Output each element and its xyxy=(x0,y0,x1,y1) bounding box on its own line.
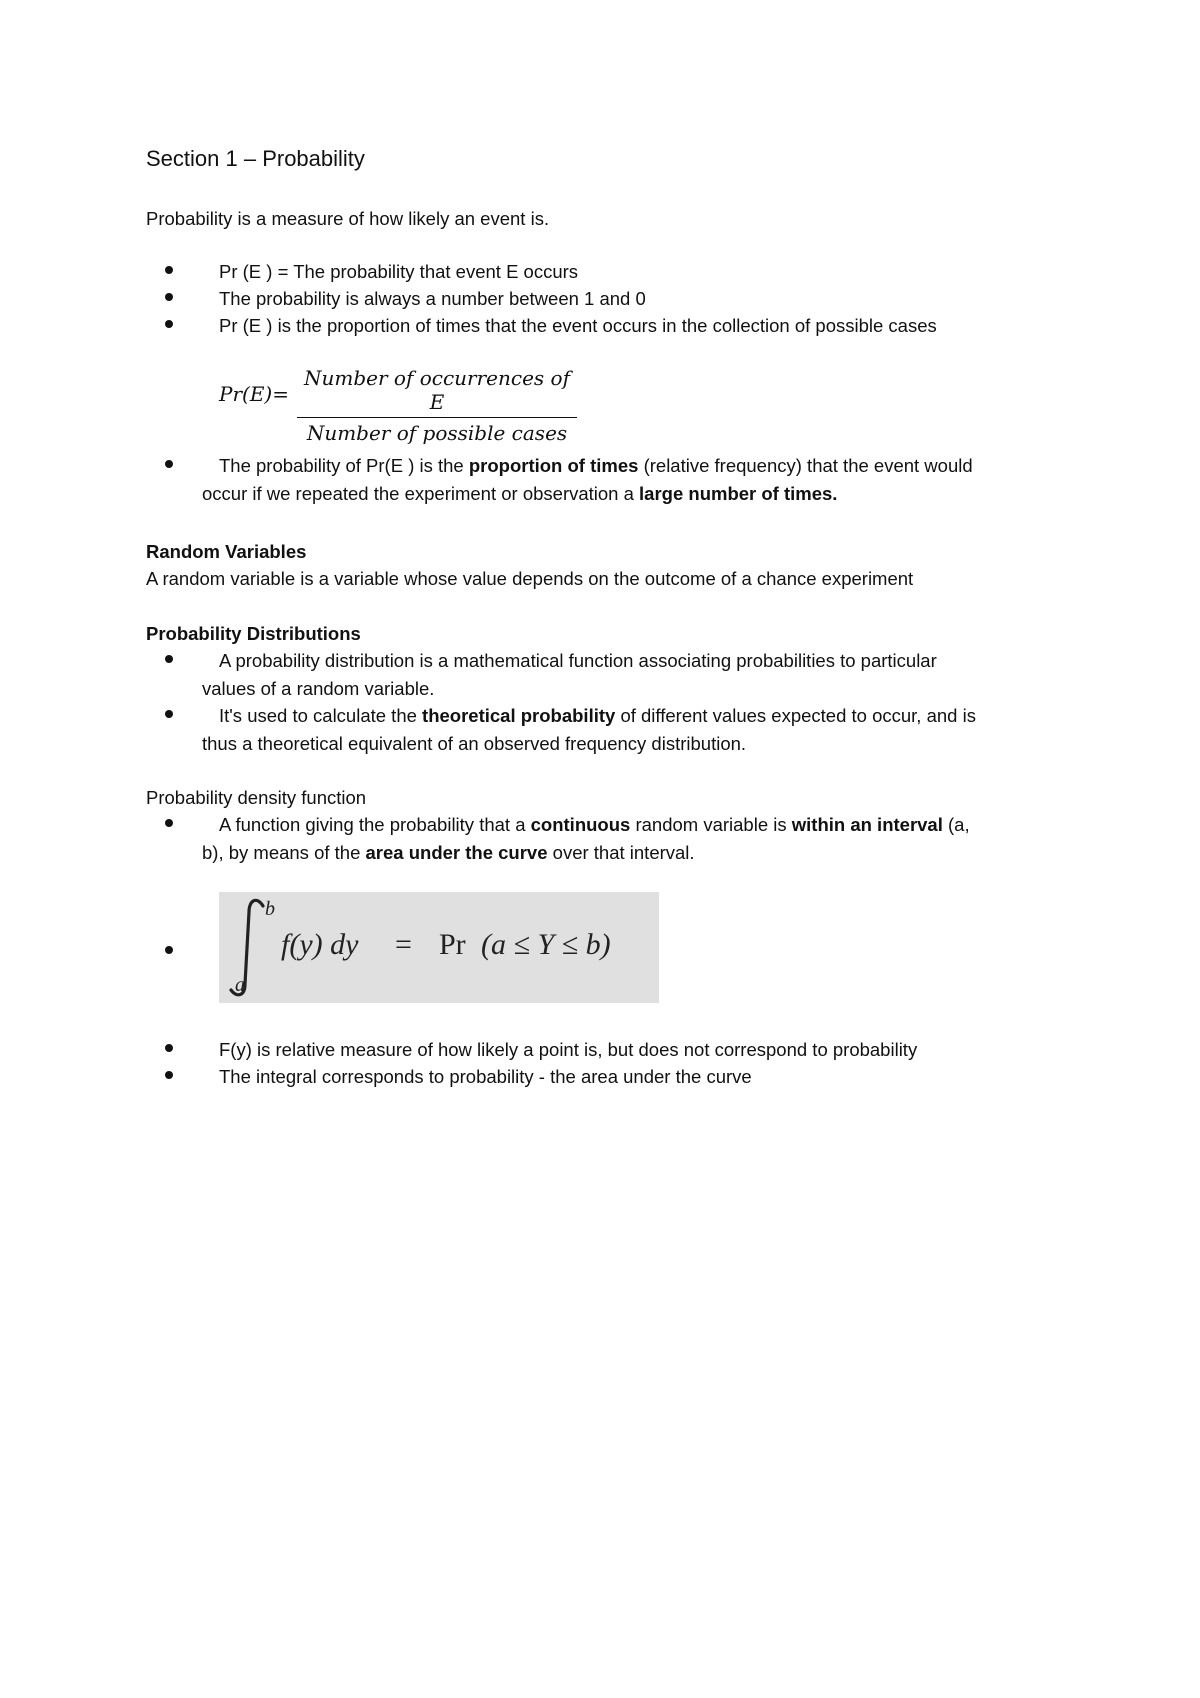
formula-fraction xyxy=(297,366,577,445)
list-item-continuation xyxy=(202,839,695,866)
list-item xyxy=(219,452,973,479)
text-run: occur if we repeated the experiment or observation a xyxy=(202,483,640,504)
bold-run: within an interval xyxy=(791,814,943,835)
bullet-dot xyxy=(165,655,173,663)
bold-run: proportion of times xyxy=(468,455,639,476)
formula-denominator: Number of possible cases xyxy=(306,421,568,445)
integral-lower-limit: a xyxy=(235,974,245,996)
bullet-dot xyxy=(165,293,173,301)
bullet-dot xyxy=(165,460,173,468)
list-item-continuation xyxy=(202,480,837,507)
intro-text: Probability is a measure of how likely an event is. xyxy=(146,208,550,229)
bullet-dot xyxy=(165,946,173,954)
list-item: F(y) is relative measure of how likely a point is, but does not correspond to probability xyxy=(219,1039,918,1060)
text-run: It's used to calculate the xyxy=(219,705,423,726)
bullet-dot xyxy=(165,1071,173,1079)
list-item: Pr (E ) = The probability that event E occurs xyxy=(219,261,579,282)
integral-formula-image xyxy=(219,892,659,1003)
list-item-continuation: values of a random variable. xyxy=(202,678,435,699)
integrand: f(y) dy xyxy=(281,928,359,961)
random-variables-text: A random variable is a variable whose value depends on the outcome of a chance experiment xyxy=(146,568,914,589)
formula-lhs: Pr(E)= xyxy=(219,382,289,406)
text-run: random variable is xyxy=(630,814,792,835)
list-item: A probability distribution is a mathematical function associating probabilities to particular xyxy=(219,650,937,671)
text-run: (a, xyxy=(942,814,970,835)
pdf-heading: Probability density function xyxy=(146,787,367,808)
list-item: Pr (E ) is the proportion of times that the event occurs in the collection of possible cases xyxy=(219,315,937,336)
text-run: of different values expected to occur, and is xyxy=(615,705,976,726)
bold-run: large number of times. xyxy=(639,483,838,504)
list-item xyxy=(219,702,976,729)
pr-function: Pr xyxy=(439,928,466,961)
list-item-continuation: thus a theoretical equivalent of an observed frequency distribution. xyxy=(202,733,747,754)
bullet-dot xyxy=(165,266,173,274)
bullet-dot xyxy=(165,710,173,718)
text-run: A function giving the probability that a xyxy=(219,814,531,835)
bold-run: continuous xyxy=(530,814,631,835)
section-title: Section 1 – Probability xyxy=(146,146,365,171)
text-run: (relative frequency) that the event would xyxy=(638,455,973,476)
prob-distributions-heading: Probability Distributions xyxy=(146,623,361,644)
bold-run: area under the curve xyxy=(365,842,548,863)
list-item: The probability is always a number between 1 and 0 xyxy=(219,288,646,309)
list-item: The integral corresponds to probability - the area under the curve xyxy=(219,1066,752,1087)
text-run: The probability of Pr(E ) is the xyxy=(219,455,469,476)
bullet-dot xyxy=(165,1044,173,1052)
equals-sign: = xyxy=(395,928,412,961)
integral-upper-limit: b xyxy=(265,898,275,920)
text-run: over that interval. xyxy=(547,842,695,863)
bullet-dot xyxy=(165,320,173,328)
list-item xyxy=(219,811,970,838)
bullet-dot xyxy=(165,819,173,827)
formula-numerator: Number of occurrences of E xyxy=(304,366,570,414)
bold-run: theoretical probability xyxy=(422,705,616,726)
random-variables-heading: Random Variables xyxy=(146,541,307,562)
text-run: b), by means of the xyxy=(202,842,366,863)
pr-arguments: (a ≤ Y ≤ b) xyxy=(481,928,611,961)
